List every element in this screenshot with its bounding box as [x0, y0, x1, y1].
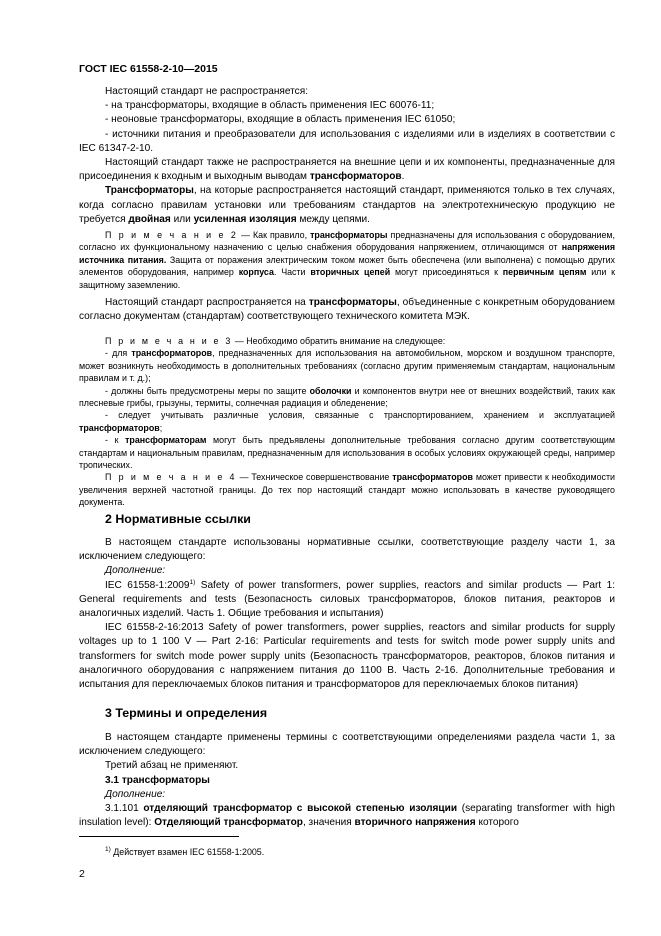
footnote-divider: [79, 836, 239, 837]
note-label: П р и м е ч а н и е 4: [105, 472, 237, 483]
section-paragraph: Третий абзац не применяют.: [105, 760, 239, 772]
section-2: [79, 536, 615, 692]
note-label: П р и м е ч а н и е 3: [105, 336, 233, 346]
note-4: П р и м е ч а н и е 4 — Техническое совершенствование трансформаторов может привести к необходимости увеличения верхней частотной границы. До тех пор настоящий стандарт можно использовать в качестве руководящего документа.: [79, 472, 615, 508]
addition-label: Дополнение:: [105, 788, 166, 800]
intro-paragraph: Трансформаторы, на которые распространяется настоящий стандарт, применяются только в тех случаях, когда согласно правилам установки или требованиям стандартов на электротехническую продукцию не требуется двойная или усиленная изоляция между цепями.: [79, 185, 615, 225]
note-2: [79, 229, 615, 291]
list-item: - неоновые трансформаторы, входящие в область применения IEC 61050;: [105, 114, 456, 126]
addition-label: Дополнение:: [105, 565, 166, 577]
section-paragraph: В настоящем стандарте использованы нормативные ссылки, соответствующие разделу части 1, за исключением следующего:: [79, 537, 615, 563]
footnote: $^{1)}$ Действует взамен IEC 61558-1:2005.: [105, 846, 265, 857]
scope-paragraph: Настоящий стандарт распространяется на трансформаторы, объединенные с конкретным оборудованием согласно документам (стандартам) соответствующего технического комитета МЭК.: [79, 297, 615, 323]
reference-1: IEC 61558-1:2009$^{1)}$ Safety of power transformers, power supplies, reactors and similar products — Part 1: General requirements and tests (Безопасность силовых трансформаторов, блоков питания, реакторов и аналогичных изделий. Часть 1. Общие требования и испытания): [79, 578, 615, 620]
intro-section: [79, 85, 615, 227]
list-item: - следует учитывать различные условия, связанные с транспортированием, хранением и эксплуатацией трансформаторов;: [79, 410, 615, 433]
list-item: - источники питания и преобразователи для использования с изделиями или в изделиях в соответствии с IEC 61347-2-10.: [79, 128, 615, 154]
note-3: [79, 335, 615, 509]
footnote-marker: 1): [189, 578, 196, 586]
document-header: ГОСТ IEC 61558-2-10—2015: [79, 63, 218, 75]
intro-paragraph: Настоящий стандарт не распространяется:: [105, 86, 308, 97]
note-label: П р и м е ч а н и е 2: [105, 230, 239, 240]
list-item: - на трансформаторы, входящие в область применения IEC 60076-11;: [105, 100, 435, 112]
section-3-heading: 3 Термины и определения: [105, 706, 268, 720]
subsection-title: 3.1 трансформаторы: [105, 774, 210, 786]
section-3: [79, 731, 615, 830]
section-paragraph: В настоящем стандарте применены термины с соответствующими определениями раздела части 1, за исключением следующего:: [79, 732, 615, 758]
list-item: - для трансформаторов, предназначенных для использования на автомобильном, морском и воздушном транспорте, может возникнуть необходимость в дополнительных требованиях (согласно другим применяемым стандартам, национальным правилам и т. д.);: [79, 348, 615, 384]
definition-paragraph: 3.1.101 отделяющий трансформатор с высокой степенью изоляции (separating transformer with high insulation level): Отделяющий трансформатор, значения вторичного напряжения которого: [79, 803, 615, 829]
note-paragraph: П р и м е ч а н и е 2 — Как правило, трансформаторы предназначены для использования с оборудованием, согласно их функциональному назначению с целью снабжения оборудования напряжением, отличающимся от напряжения источника питания. Защита от поражения электрическим током может быть обеспечена (или выполнена) с помощью других элементов оборудования, например корпуса. Части вторичных цепей могут присоединяться к первичным цепям или к защитному заземлению.: [79, 230, 616, 290]
list-item: - к трансформаторам могут быть предъявлены дополнительные требования согласно другим соответствующим стандартам и национальным правилам, предназначенным для использования в особых условиях окружающей среды, например тропических.: [79, 435, 615, 471]
intro-paragraph: Настоящий стандарт также не распространяется на внешние цепи и их компоненты, предназначенные для присоединения к входным и выходным выводам трансформаторов.: [79, 157, 615, 183]
reference-2: IEC 61558-2-16:2013 Safety of power transformers, power supplies, reactors and similar products for supply voltages up to 1 100 V — Part 2-16: Particular requirements and tests for switch mode power supply units and transformers for switch mode power supply units (Безопасность трансформаторов, реакторов, блоков питания и аналогичного оборудования с напряжением питания до 1100 В. Часть 2-16. Дополнительные требования и испытания для переключаемых блоков питания и трансформаторов для переключаемых блоков питания): [79, 622, 615, 691]
page-number: 2: [79, 868, 85, 880]
section-2-heading: 2 Нормативные ссылки: [105, 512, 251, 526]
scope-section: [79, 296, 615, 324]
list-item: - должны быть предусмотрены меры по защите оболочки и компонентов внутри нее от внешних воздействий, таких как плесневые грибы, грызуны, термиты, солнечная радиация и обледенение;: [79, 385, 615, 409]
note-paragraph: П р и м е ч а н и е 3 — Необходимо обратить внимание на следующее:: [105, 336, 446, 346]
